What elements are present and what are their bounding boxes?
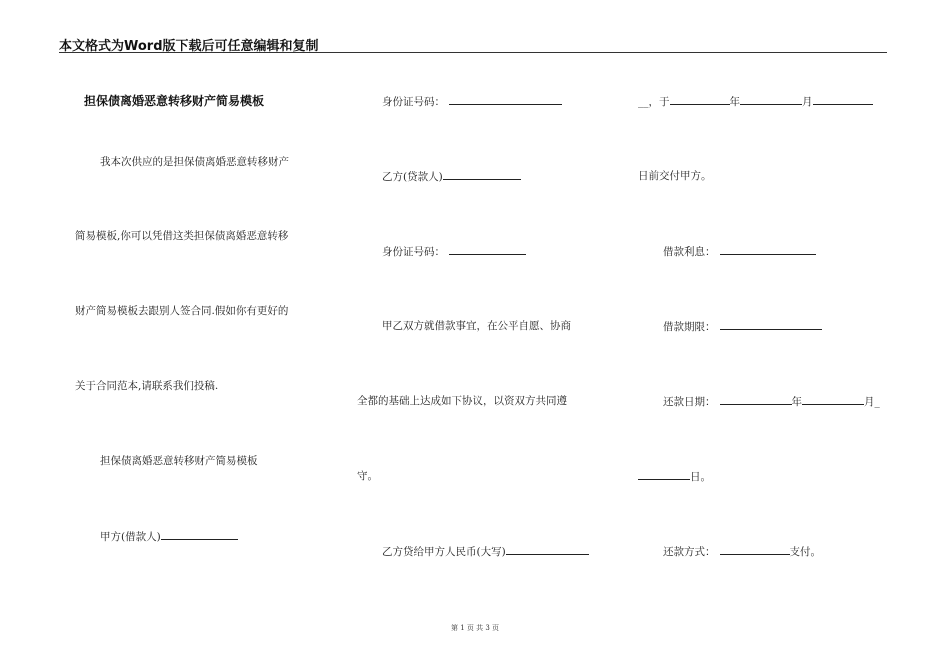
party-a-blank[interactable] (161, 529, 238, 540)
date-prefix: __，于 (638, 96, 670, 108)
year-blank[interactable] (670, 94, 730, 105)
loan-amount-label: 乙方贷给甲方人民币(大写) (382, 546, 506, 558)
party-b-label: 乙方(贷款人) (382, 171, 443, 183)
repay-date-line (663, 394, 880, 409)
repay-method-label: 还款方式： (663, 546, 716, 558)
id-number-label-2: 身份证号码： (382, 246, 445, 258)
party-b-line (382, 169, 521, 184)
repay-date-label: 还款日期： (663, 396, 716, 408)
day-blank[interactable] (813, 94, 873, 105)
term-blank[interactable] (720, 319, 822, 330)
repay-method-line (663, 544, 821, 559)
agreement-line-1: 甲乙双方就借款事宜，在公平自愿、协商 (382, 320, 571, 332)
id-number-blank-1[interactable] (449, 94, 562, 105)
intro-line-1: 我本次供应的是担保债离婚恶意转移财产 (100, 156, 289, 168)
header-divider (59, 52, 887, 53)
id-number-blank-2[interactable] (449, 244, 526, 255)
repay-year-blank[interactable] (720, 394, 792, 405)
party-a-label: 甲方(借款人) (100, 531, 161, 543)
term-label: 借款期限： (663, 321, 716, 333)
agreement-line-2: 全都的基础上达成如下协议，以资双方共同遵 (357, 395, 567, 407)
delivery-date-line (638, 94, 873, 109)
loan-amount-line (382, 544, 589, 559)
term-line (663, 319, 822, 334)
repay-year-label: 年 (791, 396, 802, 408)
document-header: 本文格式为Word版下载后可任意编辑和复制 (59, 39, 319, 54)
repay-month-blank[interactable] (802, 394, 864, 405)
interest-line (663, 244, 816, 259)
pay-label: 支付。 (789, 546, 821, 558)
interest-blank[interactable] (720, 244, 816, 255)
id-number-line-1 (382, 94, 562, 109)
repay-day-line (638, 469, 711, 484)
intro-line-3: 财产简易模板去跟别人签合同.假如你有更好的 (75, 305, 289, 317)
page-footer: 第 1 页 共 3 页 (450, 624, 500, 632)
intro-line-4: 关于合同范本,请联系我们投稿. (75, 380, 219, 392)
year-label: 年 (729, 96, 740, 108)
month-blank[interactable] (740, 94, 802, 105)
delivery-line: 日前交付甲方。 (638, 170, 712, 182)
repay-method-blank[interactable] (720, 544, 790, 555)
document-title: 担保债离婚恶意转移财产简易模板 (84, 94, 265, 108)
id-number-label-1: 身份证号码： (382, 96, 445, 108)
loan-amount-blank[interactable] (506, 544, 589, 555)
party-a-line (100, 529, 238, 544)
repay-month-label: 月_ (864, 396, 880, 408)
agreement-line-3: 守。 (357, 470, 378, 482)
intro-line-2: 简易模板,你可以凭借这类担保债离婚恶意转移 (75, 230, 289, 242)
party-b-blank[interactable] (443, 169, 521, 180)
id-number-line-2 (382, 244, 526, 259)
subtitle: 担保债离婚恶意转移财产简易模板 (100, 455, 258, 467)
interest-label: 借款利息： (663, 246, 716, 258)
day-label: 日。 (690, 471, 711, 483)
repay-day-blank[interactable] (638, 469, 690, 480)
month-label: 月 (802, 96, 813, 108)
